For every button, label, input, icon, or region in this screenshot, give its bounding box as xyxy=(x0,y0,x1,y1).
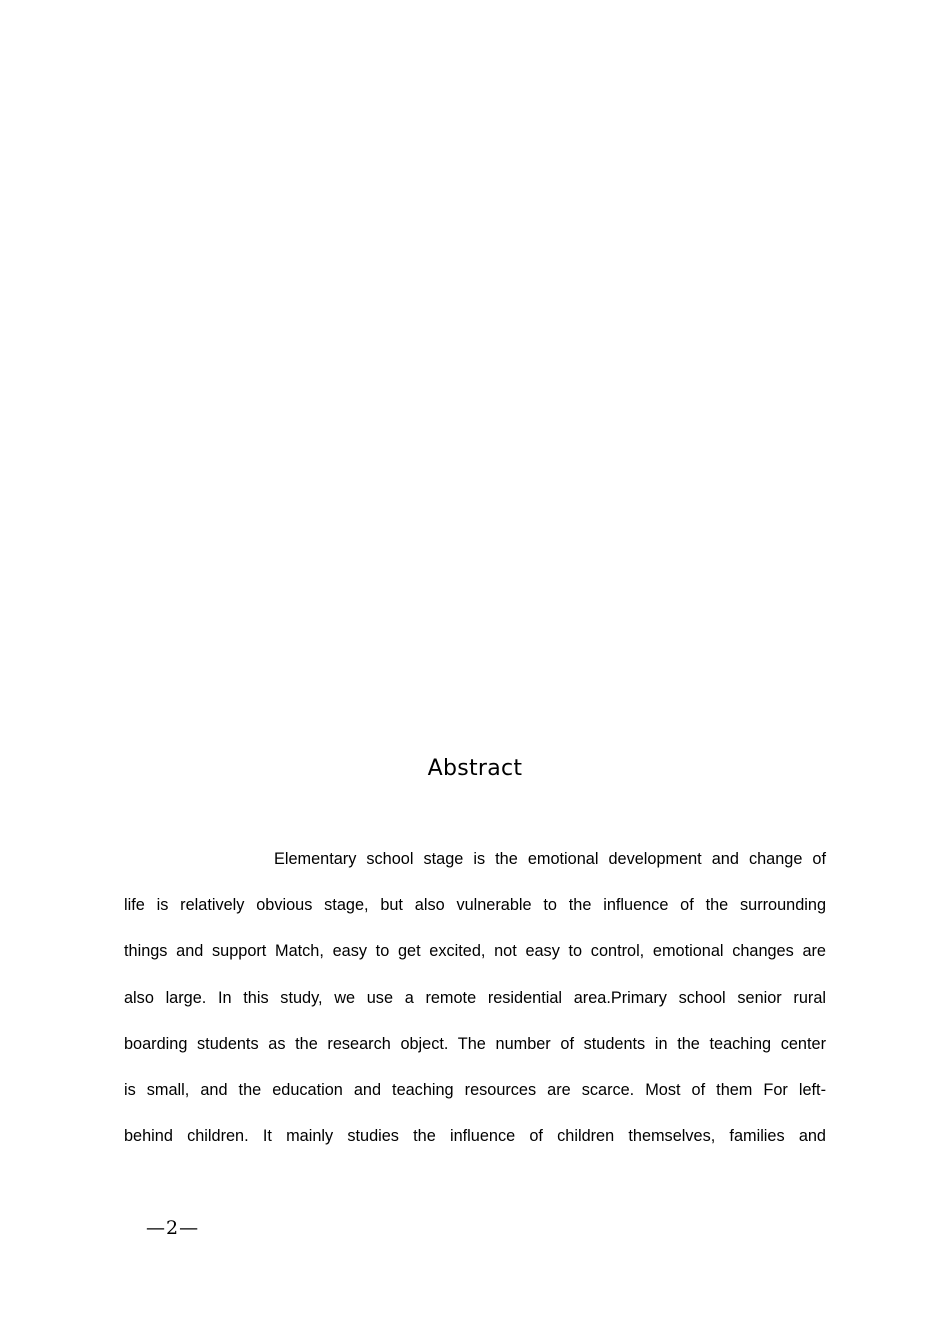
abstract-line: is small, and the education and teaching resources are scarce. Most of them For left- xyxy=(124,1080,826,1099)
abstract-title: Abstract xyxy=(427,756,523,781)
abstract-body xyxy=(124,836,826,1159)
abstract-line: Elementary school stage is the emotional development and change of xyxy=(274,850,826,868)
abstract-line: life is relatively obvious stage, but also vulnerable to the influence of the surrounding xyxy=(124,896,826,915)
abstract-line: behind children. It mainly studies the influence of children themselves, families and xyxy=(124,1127,826,1146)
abstract-line: boarding students as the research object. The number of students in the teaching center xyxy=(124,1034,826,1053)
abstract-line: also large. In this study, we use a remote residential area.Primary school senior rural xyxy=(124,988,826,1007)
page-number: —2— xyxy=(146,1217,200,1239)
abstract-line: things and support Match, easy to get excited, not easy to control, emotional changes are xyxy=(124,942,826,961)
